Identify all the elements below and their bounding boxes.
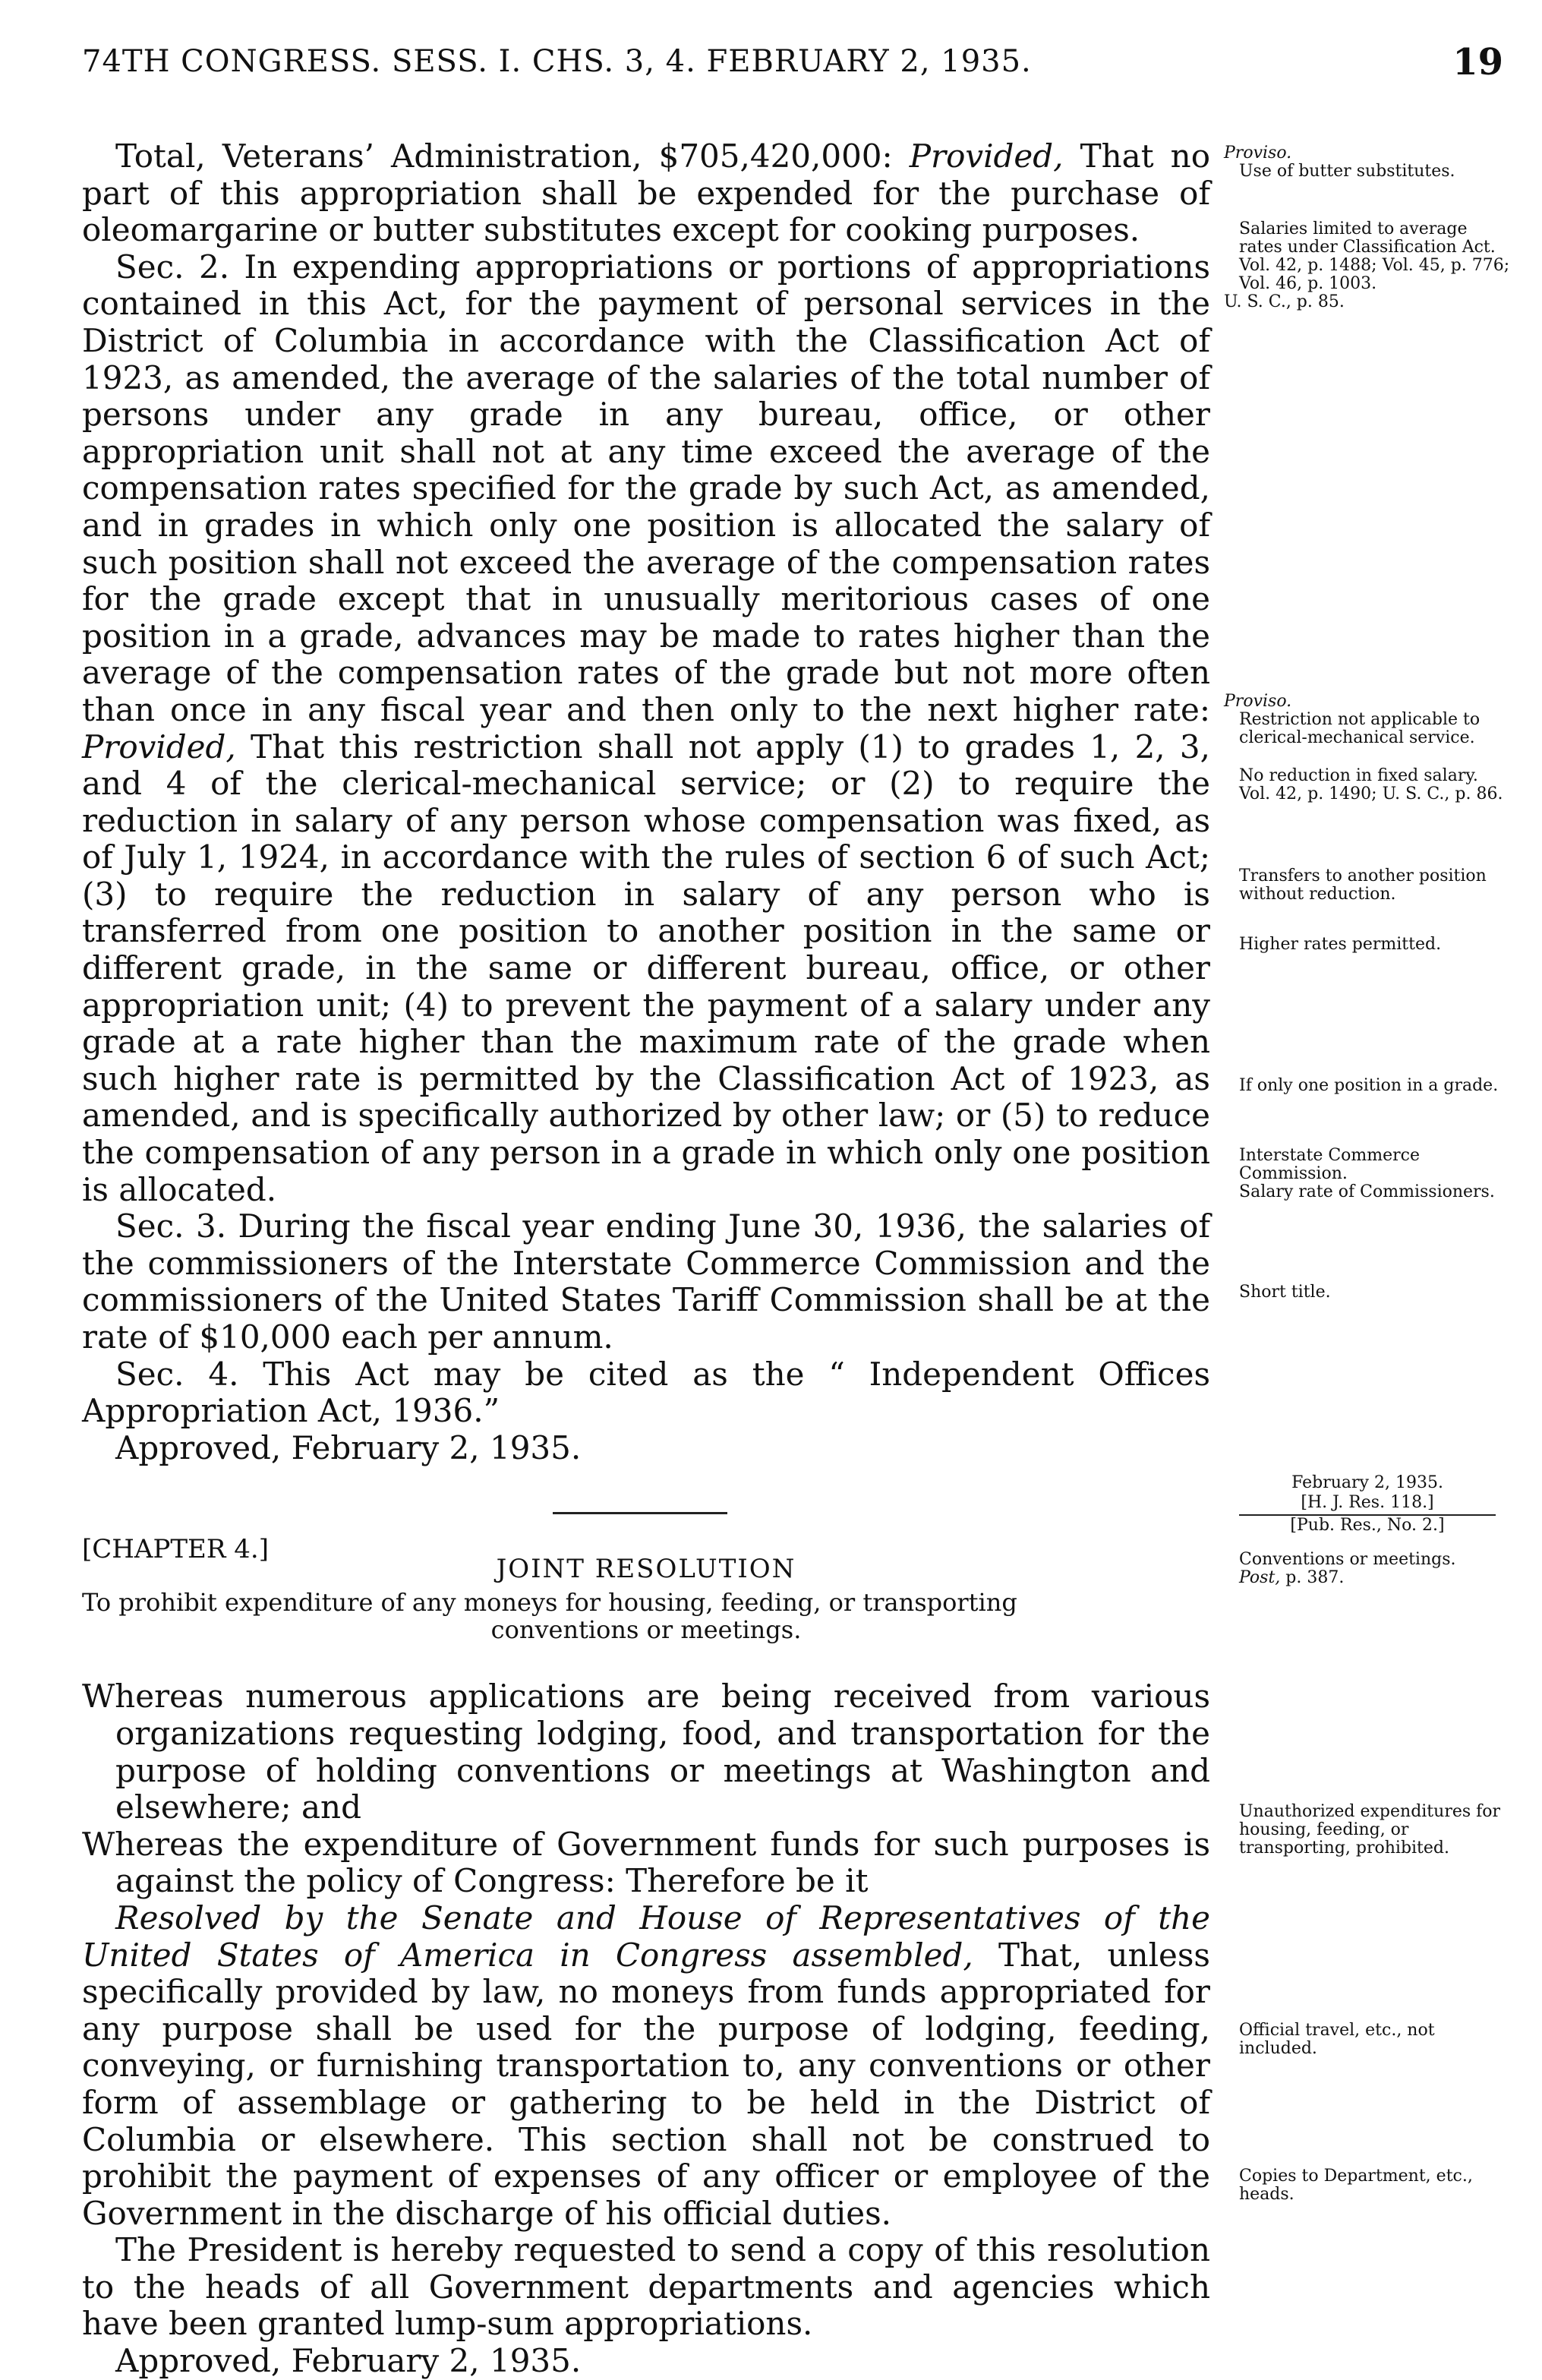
margin-note-copies (1224, 2167, 1511, 2204)
resolution-title: JOINT RESOLUTION (496, 1554, 796, 1585)
page-number: 19 (1452, 41, 1503, 84)
margin-note-one-position (1224, 1077, 1511, 1095)
note-icc-salary: Salary rate of Commissioners. (1239, 1182, 1495, 1201)
note-one-position-text: If only one position in a grade. (1239, 1076, 1499, 1095)
note-transfers-text: Transfers to another position without reduction. (1239, 866, 1487, 904)
resolved-text: That, unless specifically provided by law, no moneys from funds appropriated for any purpose shall be used for the purpose of lodging, feeding, conveying, or furnishing transportation to, any conventions or other form of assemblage or gathering to be held in the District of Columbia or elsewhere. This section shall not be construed to prohibit the payment of expenses of any officer or employee of the Government in the discharge of his official duties. (82, 1936, 1210, 2232)
paragraph-section-3: Sec. 3. During the fiscal year ending June 30, 1936, the salaries of the commissioners of the Interstate Commerce Commission and the commissioners of the United States Tariff Commission shall be at the rate of $10,000 each per annum. (82, 1207, 1210, 1356)
note-restriction-text: Restriction not applicable to clerical-mechanical service. (1239, 710, 1481, 747)
note-official-travel-text: Official travel, etc., not included. (1239, 2021, 1435, 2058)
note-unauthorized-text: Unauthorized expenditures for housing, feeding, or transporting, prohibited. (1239, 1802, 1501, 1858)
resolved-italic: Resolved by the Senate and House of Representatives of the United States of America in Congress assembled, (82, 1899, 1210, 1974)
chapter-row (82, 1531, 1210, 1577)
resolved-clause (82, 1900, 1210, 2232)
resolution-summary-cont: conventions or meetings. (490, 1615, 802, 1645)
president-request: The President is hereby requested to send a copy of this resolution to the heads of all Government departments and agencies which have been granted lump-sum appropriations. (82, 2231, 1210, 2343)
note-fixed-vol: Vol. 42, p. 1490; U. S. C., p. 86. (1239, 784, 1503, 803)
note-post: Post, (1239, 1568, 1281, 1587)
paragraph-section-4: Sec. 4. This Act may be cited as the “ Independent Offices Appropriation Act, 1936.” (82, 1355, 1210, 1430)
note-conventions-text: Conventions or meetings. (1239, 1550, 1456, 1569)
p2-text-b: That this restriction shall not apply (1) to grades 1, 2, 3, and 4 of the clerical-mechanical service; or (2) to require the reduction in salary of any person whose compensation was fixed, as of July 1, 1924, in accordance with the rules of section 6 of such Act; (3) to require the reduction in salary of any person who is transferred from one position to another position in the same or different grade, in the same or different bureau, office, or other appropriation unit; (4) to prevent the payment of a salary under any grade at a rate higher than the maximum rate of the grade when such higher rate is permitted by the Classification Act of 1923, as amended, and is specifically authorized by other law; or (5) to reduce the compensation of any person in a grade in which only one position is allocated. (82, 728, 1210, 1208)
margin-note-official-travel (1224, 2022, 1511, 2058)
main-text-column (82, 138, 1210, 2380)
note-higher-text: Higher rates permitted. (1239, 935, 1442, 954)
chapter-label: [CHAPTER 4.] (82, 1534, 269, 1565)
note-fixed-text: No reduction in fixed salary. (1239, 766, 1478, 785)
margin-note-higher-rates (1224, 936, 1511, 954)
approved-line-2: Approved, February 2, 1935. (115, 2342, 582, 2380)
p2-text-a: Sec. 2. In expending appropriations or portions of appropriations contained in this Act, for the payment of personal services in the District of Columbia in accordance with the Classification Act of 1923, as amended, the average of the salaries of the total number of persons under any grade in any bureau, office, or other appropriation unit shall not at any time exceed the average of the compensation rates specified for the grade by such Act, as amended, and in grades in which only one position is allocated the salary of such position shall not exceed the average of the compensation rates for the grade except that in unusually meritorious cases of one position in a grade, advances may be made to rates higher than the average of the compensation rates of the grade but not more often than once in any fiscal year and then only to the next higher rate: (82, 248, 1210, 728)
p2-provided: Provided, (82, 728, 236, 765)
section-divider (553, 1512, 727, 1514)
note-icc-text: Interstate Commerce Commission. (1239, 1146, 1421, 1183)
note-salaries-vol: Vol. 42, p. 1488; Vol. 45, p. 776; Vol. 46, p. 1003. (1239, 256, 1510, 293)
margin-note-salaries (1224, 220, 1511, 311)
page-header (82, 41, 1503, 97)
margin-note-short-title (1224, 1283, 1511, 1302)
bill-date: February 2, 1935. (1291, 1473, 1443, 1492)
paragraph-section-2 (82, 249, 1210, 1208)
bill-pub-res: [Pub. Res., No. 2.] (1290, 1516, 1445, 1535)
note-short-title-text: Short title. (1239, 1283, 1331, 1302)
p1-provided: Provided, (909, 137, 1064, 175)
note-proviso-1: Proviso. (1224, 144, 1292, 163)
margin-note-unauthorized (1224, 1803, 1511, 1858)
margin-note-icc (1224, 1147, 1511, 1201)
note-post-page: p. 387. (1280, 1568, 1345, 1587)
p1-text-a: Total, Veterans’ Administration, $705,420,000: (115, 137, 910, 175)
paragraph-veterans-total (82, 138, 1210, 249)
note-copies-text: Copies to Department, etc., heads. (1239, 2167, 1473, 2204)
resolution-summary: To prohibit expenditure of any moneys for housing, feeding, or transporting (82, 1588, 1017, 1618)
whereas-1: Whereas numerous applications are being received from various organizations requesting lodging, food, and transportation for the purpose of holding conventions or meetings at Washington and elsewhere; and (82, 1678, 1210, 1826)
note-butter-text: Use of butter substitutes. (1239, 162, 1455, 181)
bill-info (1224, 1473, 1511, 1536)
bill-hj-res: [H. J. Res. 118.] (1301, 1493, 1434, 1512)
note-salaries-text: Salaries limited to average rates under Classification Act. (1239, 219, 1496, 257)
p1-text-b: That no part of this appropriation shall be expended for the purchase of oleomargarine or butter substitutes except for cooking purposes. (82, 137, 1210, 249)
margin-note-fixed-salary (1224, 767, 1511, 803)
margin-note-transfers (1224, 867, 1511, 904)
margin-note-butter (1224, 144, 1511, 181)
margin-note-restriction (1224, 693, 1511, 747)
running-head: 74TH CONGRESS. SESS. I. CHS. 3, 4. FEBRUARY 2, 1935. (82, 44, 1032, 79)
whereas-2: Whereas the expenditure of Government funds for such purposes is against the policy of Congress: Therefore be it (82, 1825, 1210, 1900)
margin-note-conventions (1224, 1551, 1511, 1587)
note-proviso-2: Proviso. (1224, 692, 1292, 711)
note-salaries-usc: U. S. C., p. 85. (1224, 292, 1345, 311)
approved-line-1: Approved, February 2, 1935. (115, 1428, 582, 1466)
